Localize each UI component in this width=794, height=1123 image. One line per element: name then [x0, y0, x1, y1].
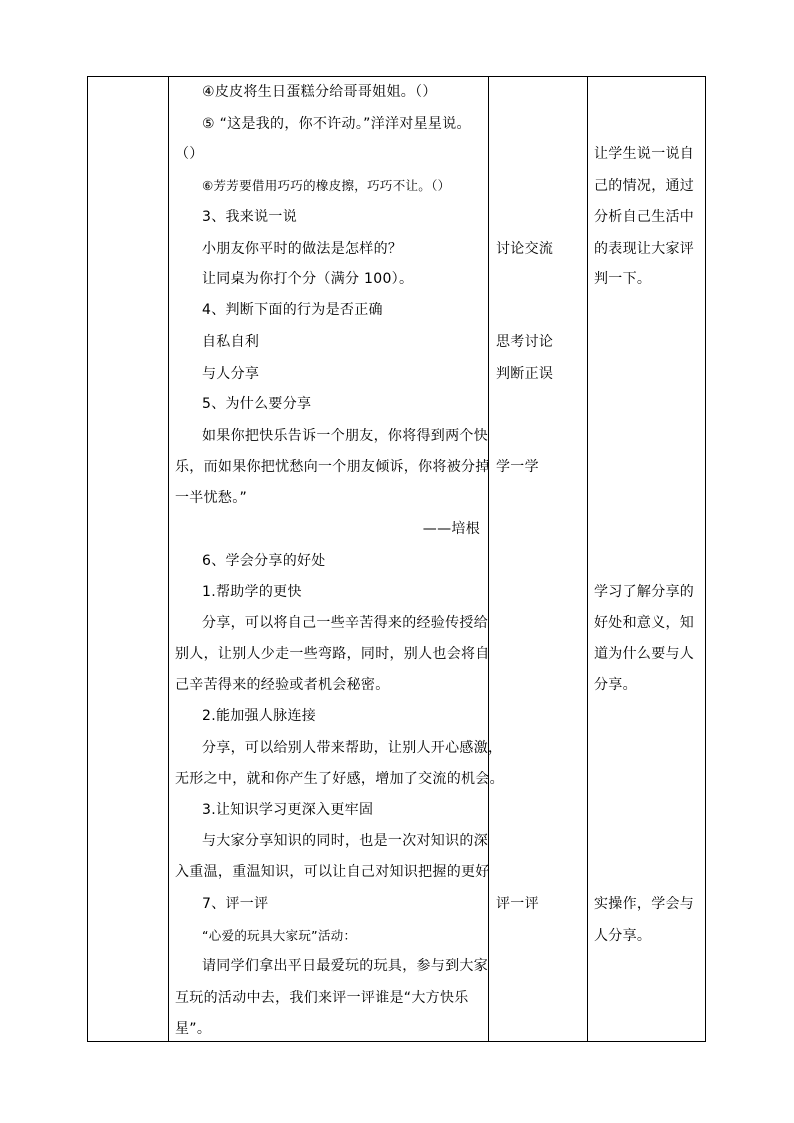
content-line: “心爱的玩具大家玩”活动： [202, 928, 357, 943]
content-line: 无形之中，就和你产生了好感，增加了交流的机会。 [175, 771, 504, 787]
intent-line: 人分享。 [594, 928, 652, 944]
intent-line: 分析自己生活中 [594, 209, 695, 225]
quote-attribution: ——培根 [422, 521, 480, 537]
column-divider [587, 77, 588, 1041]
content-line: 己辛苦得来的经验或者机会秘密。 [175, 677, 390, 693]
activity-line: 判断正误 [496, 366, 554, 382]
content-line: 自私自利 [202, 334, 260, 350]
intent-line: 好处和意义，知 [594, 615, 695, 631]
content-line: 分享，可以将自己一些辛苦得来的经验传授给 [202, 615, 488, 631]
content-line: 6、学会分享的好处 [202, 553, 326, 569]
content-line: 一半忧愁。” [175, 490, 248, 506]
content-line: 小朋友你平时的做法是怎样的？ [202, 241, 403, 257]
intent-line: 判一下。 [594, 271, 652, 287]
content-line: 1.帮助学的更快 [202, 584, 302, 600]
content-line: 别人，让别人少走一些弯路，同时，别人也会将自 [175, 646, 490, 662]
intent-line: 学习了解分享的 [594, 584, 695, 600]
intent-line: 分享。 [594, 677, 637, 693]
activity-line: 评一评 [496, 896, 539, 912]
content-line: 让同桌为你打个分（满分 100）。 [202, 271, 414, 287]
content-line: ⑤ “这是我的，你不许动。”洋洋对星星说。 [202, 116, 471, 132]
activity-line: 思考讨论 [496, 334, 554, 350]
intent-line: 实操作，学会与 [594, 896, 695, 912]
intent-line: 道为什么要与人 [594, 646, 695, 662]
activity-line: 学一学 [496, 459, 539, 475]
intent-line: 让学生说一说自 [594, 146, 695, 162]
content-line: 2.能加强人脉连接 [202, 708, 317, 724]
content-line: （） [175, 146, 204, 162]
content-line: 分享，可以给别人带来帮助，让别人开心感激， [202, 740, 503, 756]
content-line: 星”。 [175, 1021, 212, 1037]
content-line: 3、我来说一说 [202, 209, 298, 225]
content-line: 与人分享 [202, 366, 260, 382]
column-divider [488, 77, 489, 1041]
content-line: 5、为什么要分享 [202, 396, 312, 412]
intent-line: 的表现让大家评 [594, 241, 695, 257]
intent-line: 己的情况，通过 [594, 178, 695, 194]
content-line: 请同学们拿出平日最爱玩的玩具，参与到大家 [202, 958, 488, 974]
content-line: 如果你把快乐告诉一个朋友，你将得到两个快 [202, 428, 488, 444]
content-line: 乐，而如果你把忧愁向一个朋友倾诉，你将被分掉 [175, 459, 490, 475]
column-divider [168, 77, 169, 1041]
content-line: ④皮皮将生日蛋糕分给哥哥姐姐。（） [202, 84, 437, 100]
content-line: ⑥芳芳要借用巧巧的橡皮擦，巧巧不让。（） [202, 178, 451, 193]
content-line: 入重温，重温知识，可以让自己对知识把握的更好 [175, 864, 490, 880]
content-line: 与大家分享知识的同时，也是一次对知识的深 [202, 833, 488, 849]
content-line: 互玩的活动中去，我们来评一评谁是“大方快乐 [175, 990, 469, 1006]
content-line: 3.让知识学习更深入更牢固 [202, 802, 374, 818]
content-line: 7、评一评 [202, 896, 269, 912]
activity-line: 讨论交流 [496, 241, 554, 257]
content-line: 4、判断下面的行为是否正确 [202, 302, 383, 318]
